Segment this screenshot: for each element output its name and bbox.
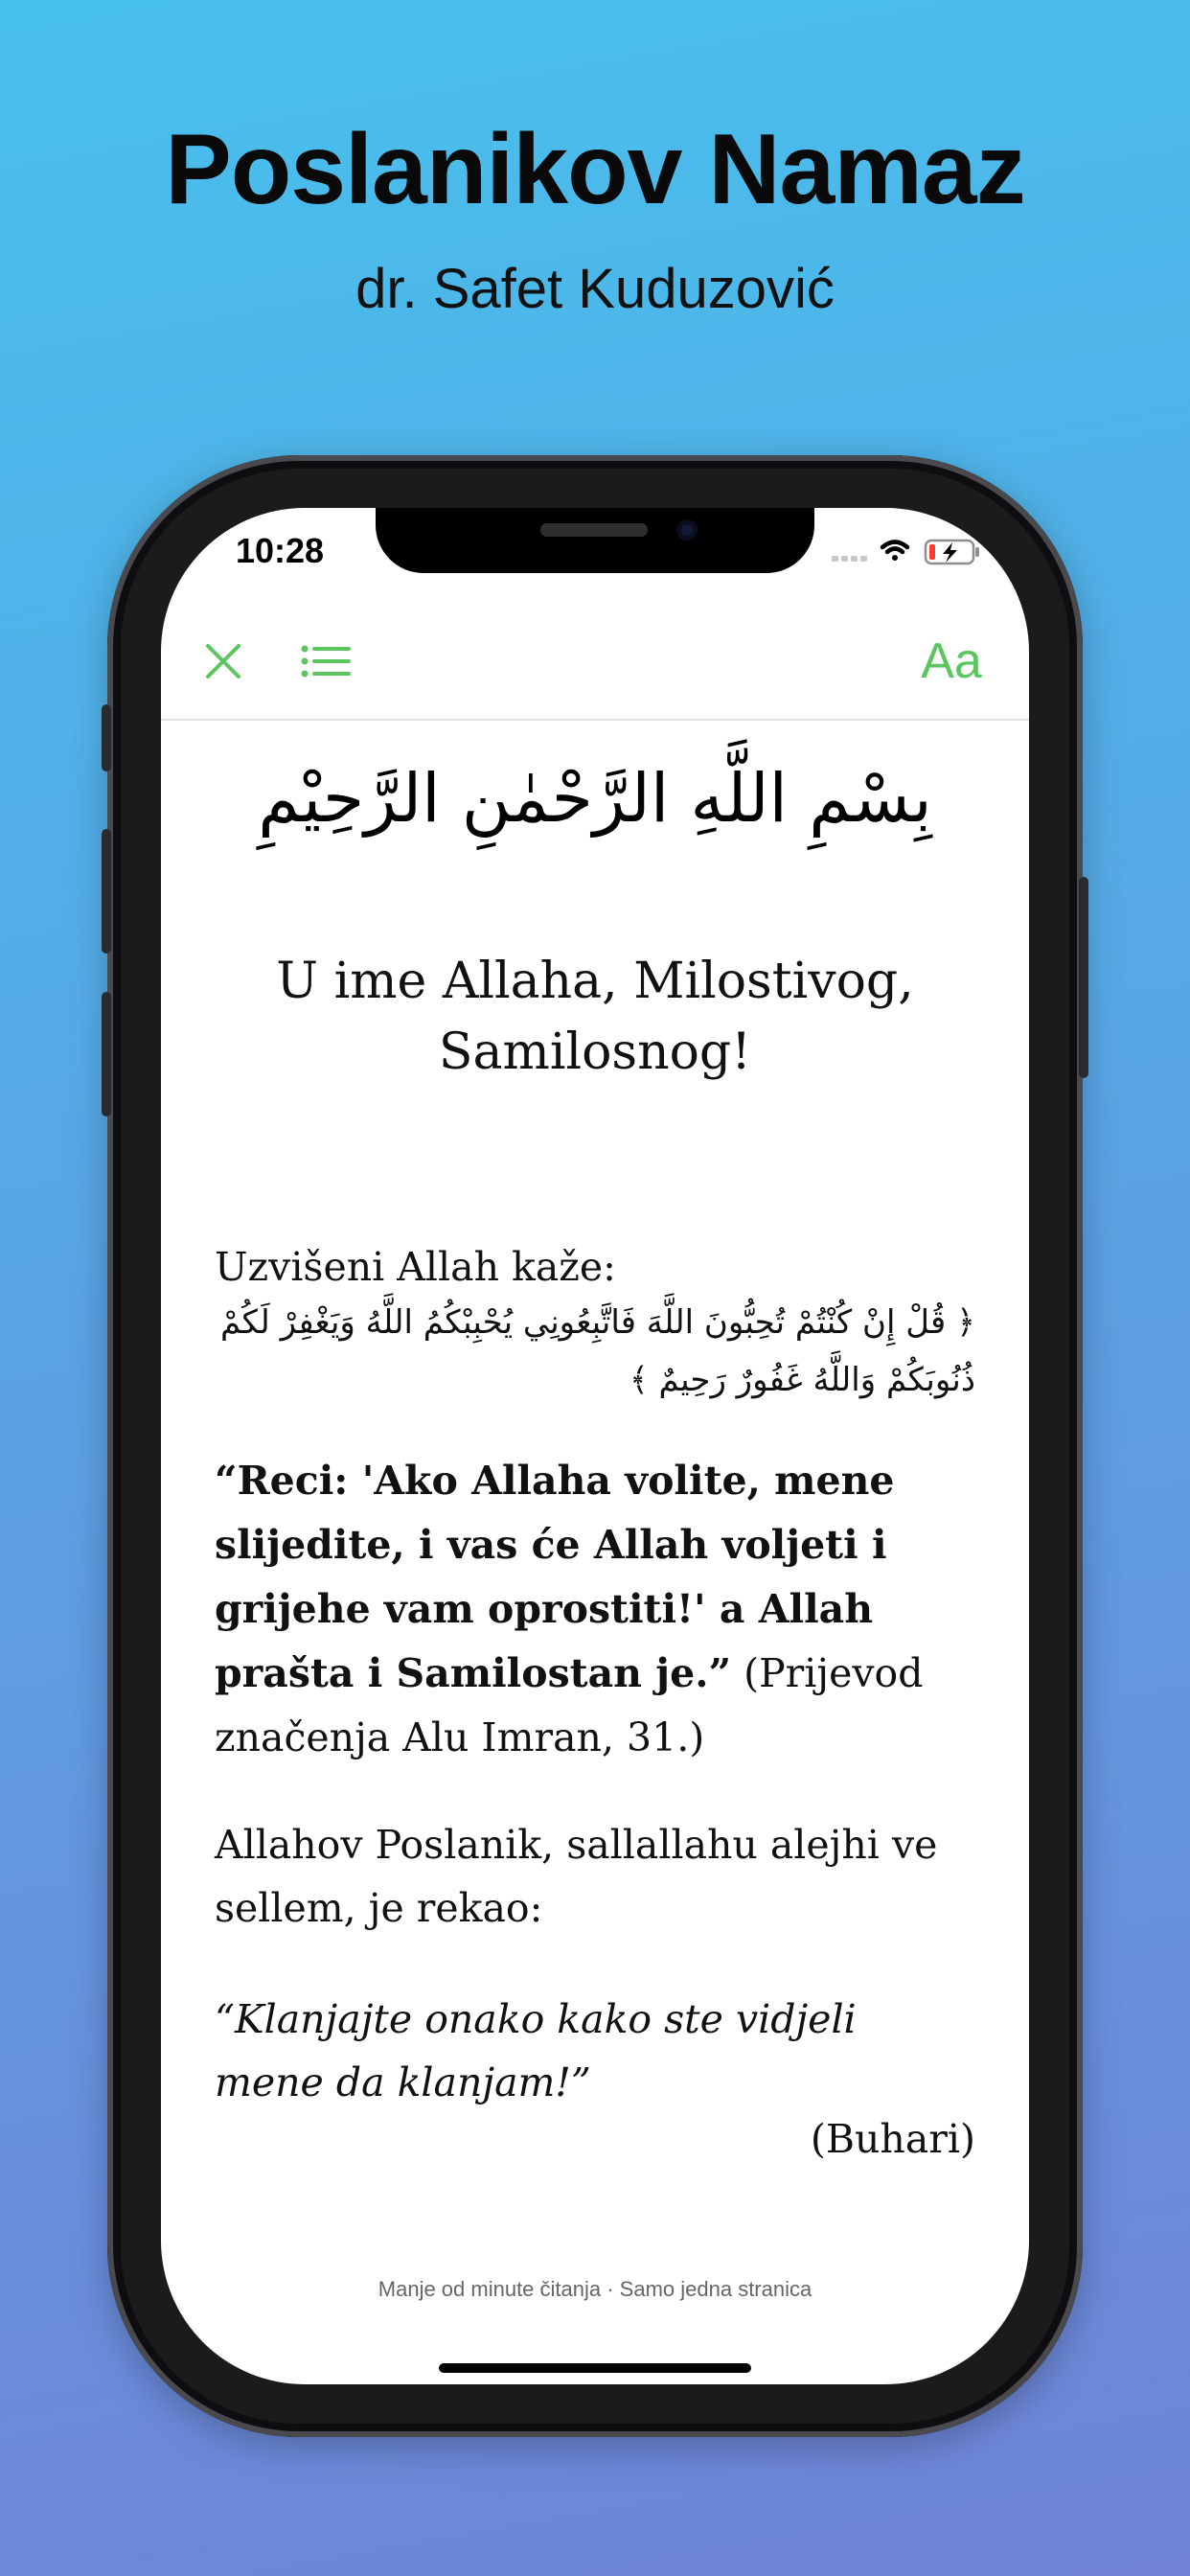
bismillah-translation: U ime Allaha, Milostivog, Samilosnog! [276,953,914,1081]
volume-up-button [102,829,111,954]
ayah-translation [215,1449,975,1770]
bismillah-arabic: بِسْمِ اللَّهِ الرَّحْمٰنِ الرَّحِيْمِ [258,759,932,838]
front-camera [676,519,698,540]
app-title: Poslanikov Namaz [165,114,1025,225]
author-name: dr. Safet Kuduzović [355,258,835,320]
status-time: 10:28 [236,531,325,570]
status-icons [832,533,985,571]
ayah-translation-text: “Reci: 'Ako Allaha volite, mene slijedite, i vas će Allah voljeti i grijehe vam oprostiti!' a Allah prašta i Samilostan je.” [215,1458,895,1696]
ayah-reference: (Prijevod značenja Alu Imran, 31.) [215,1650,924,1760]
list-icon [301,645,351,678]
mute-switch [102,704,111,771]
speaker-grille [540,523,648,537]
hadith-intro: Allahov Poslanik, sallallahu alejhi ve sellem, je rekao: [215,1822,938,1931]
text-size-icon: Aa [921,633,982,689]
signal-icon [832,556,867,562]
phone-screen [161,508,1029,2384]
ayah-arabic: ﴿ قُلْ إِنْ كُنْتُمْ تُحِبُّونَ اللَّهَ فَاتَّبِعُونِي يُحْبِبْكُمُ اللَّهُ وَيَغْفِرْ لَكُمْ ذُنُوبَكُمْ وَاللَّهُ غَفُورٌ رَحِيمٌ ﴾ [220,1303,975,1399]
hadith-source: (Buhari) [810,2116,975,2162]
close-button[interactable] [190,604,257,719]
contents-button[interactable] [287,604,364,719]
notch [376,508,814,573]
power-button [1079,877,1088,1078]
font-settings-button[interactable] [899,604,1004,719]
reading-info: Manje od minute čitanja · Samo jedna stranica [378,2277,812,2301]
ayah-intro: Uzvišeni Allah kaže: [215,1244,616,1290]
reader-toolbar [161,604,1029,721]
battery-icon [926,540,979,564]
home-indicator[interactable] [439,2363,751,2373]
wifi-icon [882,542,907,562]
close-icon [204,642,242,680]
hadith-quote: “Klanjajte onako kako ste vidjeli mene da klanjam!” [215,1996,857,2105]
volume-down-button [102,992,111,1116]
